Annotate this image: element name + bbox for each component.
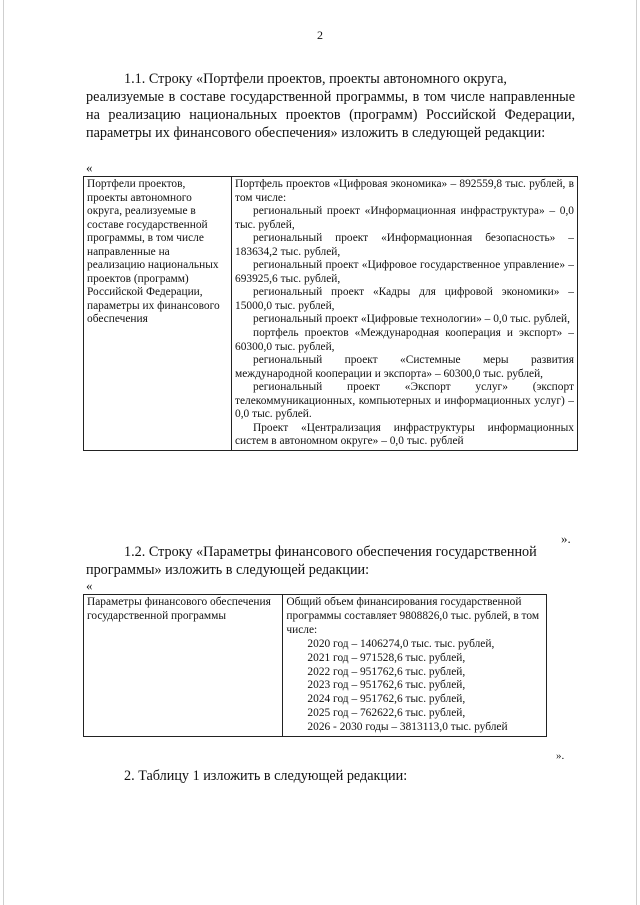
- table1-item: региональный проект «Цифровые технологии» – 0,0 тыс. рублей,: [253, 313, 570, 326]
- opening-quote-1: «: [86, 160, 93, 175]
- page-number: 2: [317, 28, 323, 42]
- table1-item: Портфель проектов «Цифровая экономика» – 892559,8 тыс. рублей, в том числе:: [235, 178, 574, 204]
- paragraph-1-1-rest: реализуемые в составе государственной программы, в том числе направленные на реализацию национальных проектов (программ) Российской Федерации, параметры их финансового обеспечения» изложить в следующей редакции:: [86, 89, 575, 141]
- paragraph-1-2-first-line: 1.2. Строку «Параметры финансового обеспечения государственной: [124, 544, 537, 560]
- table2-year-row: 2021 год – 971528,6 тыс. рублей,: [307, 651, 466, 664]
- table2-year-row: 2022 год – 951762,6 тыс. рублей,: [307, 665, 466, 678]
- table1-item: портфель проектов «Международная кооперация и экспорт» – 60300,0 тыс. рублей,: [235, 327, 574, 353]
- table2-year-row: 2025 год – 762622,6 тыс. рублей,: [307, 707, 466, 720]
- table1-item: Проект «Централизация инфраструктуры информационных систем в автономном округе» – 0,0 тыс. рублей: [235, 421, 574, 448]
- table2-year-row: 2023 год – 951762,6 тыс. рублей,: [307, 679, 466, 692]
- table1-item: региональный проект «Кадры для цифровой экономики» – 15000,0 тыс. рублей,: [235, 286, 574, 312]
- scan-edge-right: [636, 0, 637, 905]
- paragraph-1-2-rest: программы» изложить в следующей редакции:: [86, 562, 370, 578]
- paragraph-1-1-first-line: 1.1. Строку «Портфели проектов, проекты автономного округа,: [124, 71, 507, 87]
- closing-quote-2: ».: [556, 750, 565, 762]
- table2-year-row: 2020 год – 1406274,0 тыс. тыс. рублей,: [307, 637, 495, 650]
- opening-quote-2: «: [86, 578, 93, 593]
- table1-item: региональный проект «Цифровое государственное управление» – 693925,6 тыс. рублей,: [235, 259, 574, 285]
- table-financing-parameters: [83, 594, 547, 737]
- table2-label-cell: Параметры финансового обеспечения государственной программы: [84, 595, 283, 737]
- table1-item: региональный проект «Информационная инфраструктура» – 0,0 тыс. рублей,: [235, 205, 574, 231]
- table2-year-row: 2026 - 2030 годы – 3813113,0 тыс. рублей: [307, 721, 508, 734]
- scan-edge-left: [3, 0, 4, 905]
- table1-item: региональный проект «Информационная безопасность» – 183634,2 тыс. рублей,: [235, 232, 574, 258]
- paragraph-1-2: [86, 543, 575, 579]
- paragraph-2-text: 2. Таблицу 1 изложить в следующей редакции:: [124, 768, 408, 784]
- table-project-portfolios: [83, 176, 578, 451]
- table1-item: региональный проект «Экспорт услуг» (экспорт телекоммуникационных, компьютерных и информационных услуг) – 0,0 тыс. рублей.: [235, 381, 574, 421]
- table1-content-cell: [232, 177, 578, 451]
- table1-label-cell: Портфели проектов, проекты автономного округа, реализуемые в составе государственной программы, в том числе направленные на реализацию национальных проектов (программ) Российской Федерации, параметры их финансового обеспечения: [84, 177, 232, 451]
- closing-quote-1: ».: [561, 531, 571, 546]
- table2-intro: Общий объем финансирования государственной программы составляет 9808826,0 тыс. рублей, в том числе:: [286, 596, 540, 636]
- table2-year-row: 2024 год – 951762,6 тыс. рублей,: [307, 693, 466, 706]
- paragraph-1-1: [86, 70, 575, 142]
- paragraph-2: [86, 767, 575, 785]
- table1-item: региональный проект «Системные меры развития международной кооперации и экспорта» – 60300,0 тыс. рублей,: [235, 354, 574, 380]
- table2-content-cell: [283, 595, 547, 737]
